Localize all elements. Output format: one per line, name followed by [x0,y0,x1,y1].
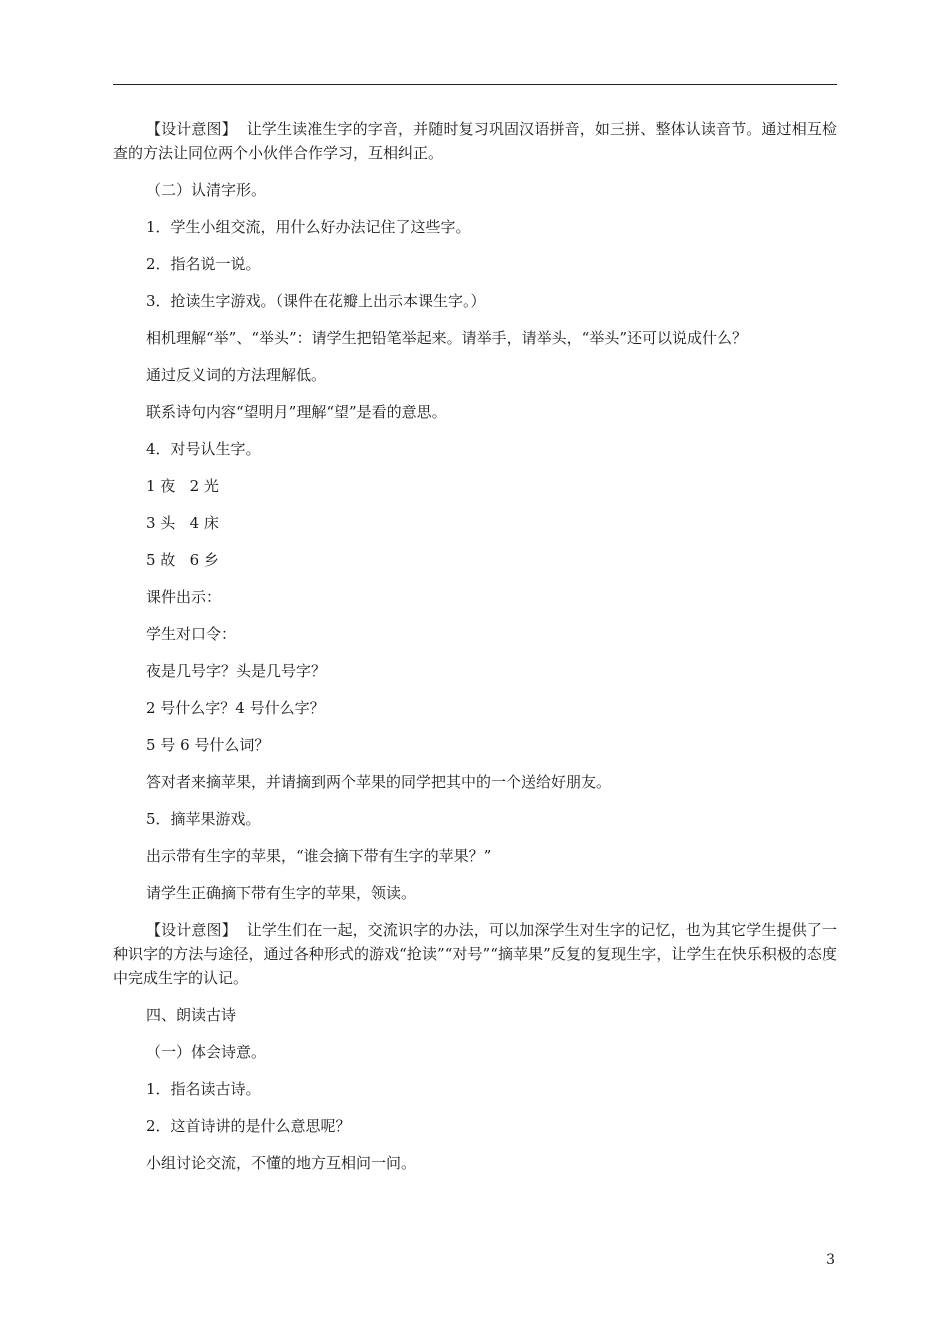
page-number: 3 [826,1252,835,1268]
line: 夜是几号字？头是几号字？ [146,662,327,680]
line: 2 号什么字？4 号什么字？ [146,699,325,717]
line: 5 故 6 乡 [146,551,219,569]
header-rule [113,84,837,85]
line: 5 号 6 号什么词？ [146,736,270,754]
line: 小组讨论交流，不懂的地方互相问一问。 [146,1154,417,1172]
design-intent-paragraph-1 [113,117,837,165]
line: 1 夜 2 光 [146,477,219,495]
line: 请学生正确摘下带有生字的苹果，领读。 [146,884,417,902]
design-intent-text: 让学生们在一起，交流识字的办法，可以加深学生对生字的记忆，也为其它学生提供了一种识字的方法与途径，通过各种形式的游戏“抢读”“对号”“摘苹果”反复的复现生字，让学生在快乐积极的态度中完成生字的认记。 [113,921,837,987]
line: 相机理解“举”、“举头”：请学生把铅笔举起来。请举手，请举头，“举头”还可以说成什么？ [146,329,748,347]
design-intent-paragraph-2 [113,918,837,990]
line: 答对者来摘苹果，并请摘到两个苹果的同学把其中的一个送给好朋友。 [146,773,612,791]
line: 1．学生小组交流，用什么好办法记住了这些字。 [146,218,471,236]
line: 3 头 4 床 [146,514,219,532]
line: 2．指名说一说。 [146,255,261,273]
line: 1．指名读古诗。 [146,1080,261,1098]
line: 课件出示： [146,588,222,606]
line: 通过反义词的方法理解低。 [146,366,327,384]
design-intent-text: 让学生读准生字的字音，并随时复习巩固汉语拼音，如三拼、整体认读音节。通过相互检查的方法让同位两个小伙伴合作学习，互相纠正。 [113,120,837,162]
line: 出示带有生字的苹果，“谁会摘下带有生字的苹果？” [146,847,492,865]
line: 联系诗句内容“望明月”理解“望”是看的意思。 [146,403,447,421]
design-intent-label: 【设计意图】 [146,921,237,939]
section-heading: 四、朗读古诗 [146,1006,237,1024]
line: （一）体会诗意。 [146,1043,267,1061]
document-body [113,117,837,1175]
line: 3．抢读生字游戏。（课件在花瓣上出示本课生字。） [146,292,486,310]
design-intent-label: 【设计意图】 [146,120,237,138]
line: （二）认清字形。 [146,181,267,199]
line: 学生对口令： [146,625,237,643]
line: 2．这首诗讲的是什么意思呢？ [146,1117,351,1135]
line: 5．摘苹果游戏。 [146,810,261,828]
line: 4．对号认生字。 [146,440,261,458]
